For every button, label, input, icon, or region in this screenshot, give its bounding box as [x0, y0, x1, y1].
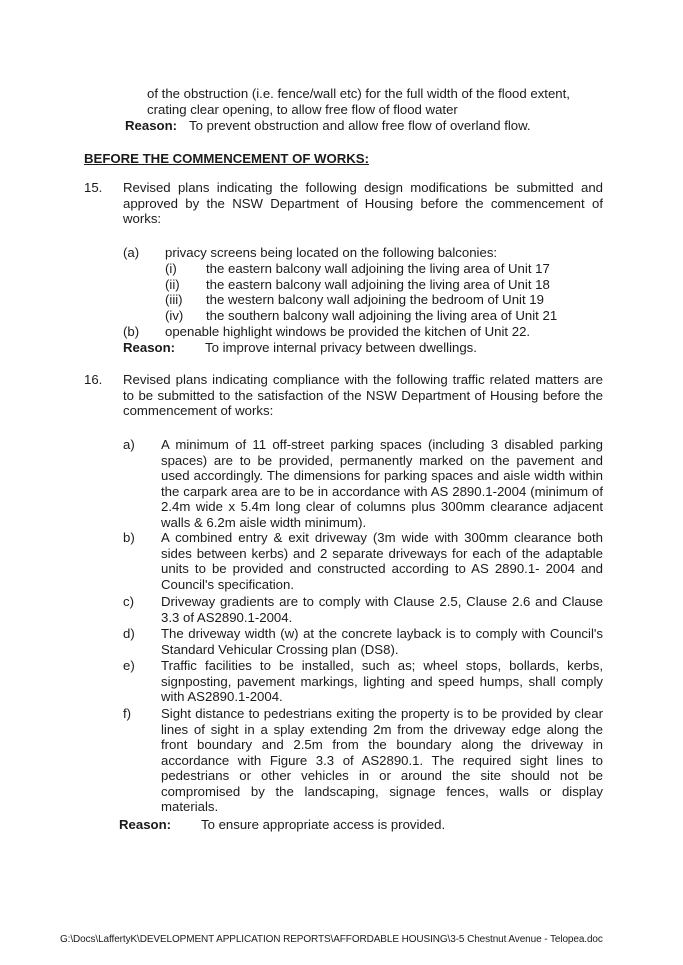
condition-15-item-b-label: (b)	[123, 324, 140, 339]
condition-16-item-text: Driveway gradients are to comply with Clause 2.5, Clause 2.6 and Clause 3.3 of AS2890.1-2004.	[161, 594, 603, 625]
condition-16-item-text: Sight distance to pedestrians exiting the property is to be provided by clear lines of sight in a splay extending 2m from the driveway edge along the front boundary and 2.5m from the boundary along the driveway in accordance with Figure 3.3 of AS2890.1. The required sight lines to pedestrians or other vehicles in or around the site should not be compromised by the landscaping, signage fences, walls or display materials.	[161, 706, 603, 814]
section-heading: BEFORE THE COMMENCEMENT OF WORKS:	[84, 151, 369, 166]
intro-reason-label: Reason:	[125, 118, 178, 133]
condition-15-reason-text: To improve internal privacy between dwellings.	[205, 340, 477, 355]
subitem-text: the eastern balcony wall adjoining the living area of Unit 18	[206, 277, 550, 292]
condition-15-reason-label: Reason:	[123, 340, 176, 355]
condition-16-item-text: A combined entry & exit driveway (3m wide with 300mm clearance both sides between kerbs) and 2 separate driveways for each of the adaptable units to be provided and constructed according to AS 2890.1- 2004 and Council's specification.	[161, 530, 603, 592]
footer-file-path: G:\Docs\LaffertyK\DEVELOPMENT APPLICATION REPORTS\AFFORDABLE HOUSING\3-5 Chestnut Avenue - Telopea.doc	[60, 934, 603, 945]
condition-15-item-a-label: (a)	[123, 245, 140, 260]
subitem-text: the southern balcony wall adjoining the living area of Unit 21	[206, 308, 558, 323]
condition-16-item-text: The driveway width (w) at the concrete layback is to comply with Council's Standard Vehicular Crossing plan (DS8).	[161, 626, 603, 657]
condition-16-reason-text: To ensure appropriate access is provided.	[201, 817, 446, 832]
condition-16-reason-label: Reason:	[119, 817, 172, 832]
subitem-label: (ii)	[165, 277, 180, 292]
condition-16-item-label: c)	[123, 594, 134, 609]
subitem-text: the eastern balcony wall adjoining the living area of Unit 17	[206, 261, 550, 276]
subitem-text: the western balcony wall adjoining the bedroom of Unit 19	[206, 292, 544, 307]
condition-15-text: Revised plans indicating the following design modifications be submitted and approved by the NSW Department of Housing before the commencement of works:	[123, 180, 603, 226]
condition-16-item-text: Traffic facilities to be installed, such as; wheel stops, bollards, kerbs, signposting, pavement markings, lighting and speed humps, shall comply with AS2890.1-2004.	[161, 658, 603, 704]
condition-15-item-b-text: openable highlight windows be provided the kitchen of Unit 22.	[165, 324, 531, 339]
condition-16-item-text: A minimum of 11 off-street parking spaces (including 3 disabled parking spaces) are to be provided, permanently marked on the pavement and used accordingly. The dimensions for parking spaces and aisle width within the carpark area are to be in accordance with AS 2890.1-2004 (minimum of 2.4m wide x 5.4m long clear of columns plus 300mm clearance adjacent walls & 6.2m aisle width minimum).	[161, 437, 603, 530]
condition-16-item-label: a)	[123, 437, 135, 452]
condition-15-number: 15.	[84, 180, 103, 195]
condition-16-item-label: e)	[123, 658, 135, 673]
subitem-label: (iii)	[165, 292, 183, 307]
intro-line-1: of the obstruction (i.e. fence/wall etc) for the full width of the flood extent,	[147, 86, 570, 101]
intro-line-2: crating clear opening, to allow free flow of flood water	[147, 102, 458, 117]
condition-15-item-a-text: privacy screens being located on the following balconies:	[165, 245, 498, 260]
condition-16-text: Revised plans indicating compliance with the following traffic related matters are to be submitted to the satisfaction of the NSW Department of Housing before the commencement of works:	[123, 372, 603, 418]
intro-reason-text: To prevent obstruction and allow free flow of overland flow.	[189, 118, 531, 133]
subitem-label: (iv)	[165, 308, 184, 323]
condition-16-item-label: f)	[123, 706, 132, 721]
condition-16-item-label: b)	[123, 530, 135, 545]
condition-16-number: 16.	[84, 372, 103, 387]
subitem-label: (i)	[165, 261, 177, 276]
condition-16-item-label: d)	[123, 626, 135, 641]
